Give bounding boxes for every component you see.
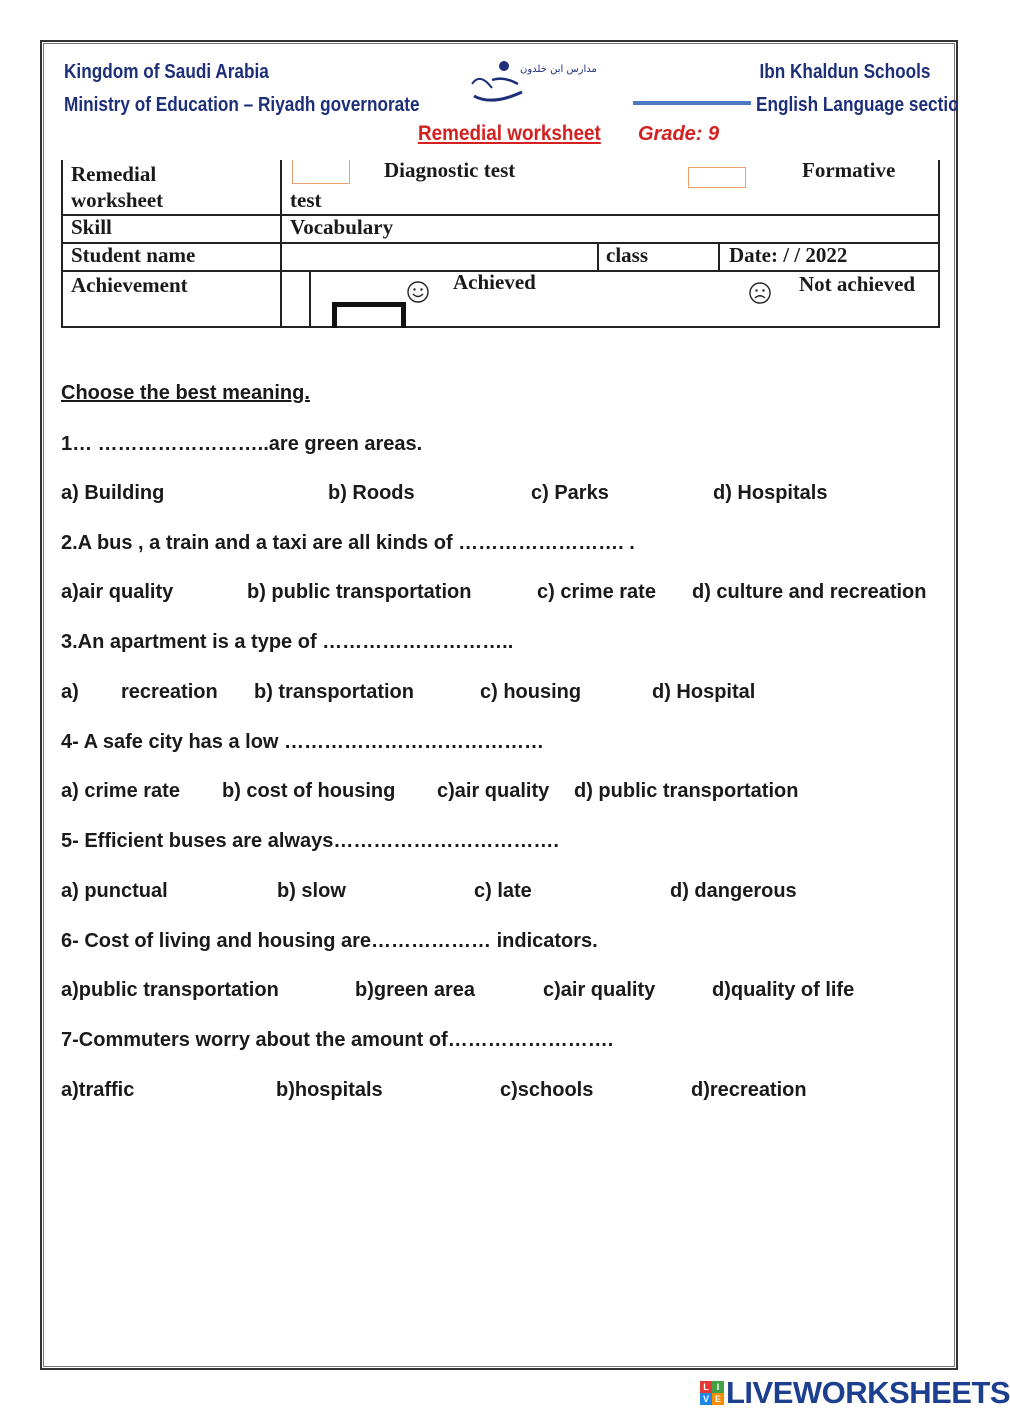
q2-option-d[interactable]: d) culture and recreation — [692, 581, 927, 603]
q3-option-c[interactable]: c) housing — [480, 681, 582, 703]
student-name-label: Student name — [71, 243, 196, 267]
instruction: Choose the best meaning. — [61, 382, 310, 404]
test-label: test — [290, 188, 322, 212]
q2-option-b[interactable]: b) public transportation — [247, 581, 472, 603]
achieved-checkbox[interactable] — [332, 302, 406, 328]
q3-option-a-letter[interactable]: a) — [61, 681, 79, 703]
frown-icon — [748, 281, 772, 305]
header-divider — [633, 101, 751, 105]
q3-option-a[interactable]: recreation — [121, 681, 218, 703]
section-name: English Language sectio — [756, 94, 959, 116]
smile-icon — [406, 280, 430, 304]
q1-option-b[interactable]: b) Roods — [328, 482, 415, 504]
q5-option-c[interactable]: c) late — [474, 880, 532, 902]
ministry-text: Ministry of Education – Riyadh governorate — [64, 94, 420, 116]
date-label: Date: / / 2022 — [729, 243, 848, 267]
diagnostic-checkbox[interactable] — [292, 160, 350, 184]
formative-checkbox[interactable] — [688, 167, 746, 188]
question-6: 6- Cost of living and housing are……………… indicators. — [61, 930, 598, 952]
liveworksheets-logo[interactable] — [700, 1375, 1010, 1410]
q4-option-c[interactable]: c)air quality — [437, 780, 550, 802]
q6-option-a[interactable]: a)public transportation — [61, 979, 279, 1001]
q4-option-d[interactable]: d) public transportation — [574, 780, 799, 802]
question-4: 4- A safe city has a low ………………………………… — [61, 731, 545, 753]
liveworksheets-badge-icon: L I V E — [700, 1381, 724, 1405]
q6-option-c[interactable]: c)air quality — [543, 979, 656, 1001]
remedial-label-2: worksheet — [71, 188, 164, 212]
q3-option-d[interactable]: d) Hospital — [652, 681, 756, 703]
question-1: 1… ……………………..are green areas. — [61, 433, 423, 455]
q1-option-c[interactable]: c) Parks — [531, 482, 609, 504]
question-7: 7-Commuters worry about the amount of……………………. — [61, 1029, 614, 1051]
skill-value: Vocabulary — [290, 215, 394, 239]
formative-label: Formative — [802, 158, 896, 182]
q4-option-b[interactable]: b) cost of housing — [222, 780, 396, 802]
skill-label: Skill — [71, 215, 112, 239]
achieved-label: Achieved — [453, 270, 536, 294]
q2-option-c[interactable]: c) crime rate — [537, 581, 656, 603]
q4-option-a[interactable]: a) crime rate — [61, 780, 180, 802]
q3-option-b[interactable]: b) transportation — [254, 681, 414, 703]
header-right — [756, 56, 959, 122]
grade-label: Grade: 9 — [638, 123, 720, 145]
logo-arabic-text: مدارس ابن خلدون — [520, 64, 597, 75]
q6-option-b[interactable]: b)green area — [355, 979, 476, 1001]
q5-option-a[interactable]: a) punctual — [61, 880, 168, 902]
school-name: Ibn Khaldun Schools — [759, 61, 931, 83]
q2-option-a[interactable]: a)air quality — [61, 581, 174, 603]
question-3: 3.An apartment is a type of ……………………….. — [61, 631, 514, 653]
school-logo — [462, 54, 597, 106]
worksheet-title: Remedial worksheet — [418, 122, 601, 145]
remedial-label-1: Remedial — [71, 162, 157, 186]
q7-option-a[interactable]: a)traffic — [61, 1079, 135, 1101]
student-name-field[interactable] — [289, 244, 589, 268]
not-achieved-label: Not achieved — [799, 272, 916, 296]
header-left — [64, 56, 420, 122]
question-5: 5- Efficient buses are always……………………………. — [61, 830, 559, 852]
class-label: class — [606, 243, 648, 267]
diagnostic-label: Diagnostic test — [384, 158, 516, 182]
info-table — [61, 160, 940, 328]
q6-option-d[interactable]: d)quality of life — [712, 979, 855, 1001]
liveworksheets-text: LIVEWORKSHEETS — [726, 1375, 1010, 1410]
q7-option-d[interactable]: d)recreation — [691, 1079, 807, 1101]
q5-option-b[interactable]: b) slow — [277, 880, 346, 902]
kingdom-text: Kingdom of Saudi Arabia — [64, 61, 269, 83]
q1-option-d[interactable]: d) Hospitals — [713, 482, 828, 504]
q7-option-b[interactable]: b)hospitals — [276, 1079, 383, 1101]
q7-option-c[interactable]: c)schools — [500, 1079, 594, 1101]
achievement-label: Achievement — [71, 273, 188, 297]
question-2: 2.A bus , a train and a taxi are all kinds of ……………………. . — [61, 532, 635, 554]
q1-option-a[interactable]: a) Building — [61, 482, 165, 504]
q5-option-d[interactable]: d) dangerous — [670, 880, 797, 902]
